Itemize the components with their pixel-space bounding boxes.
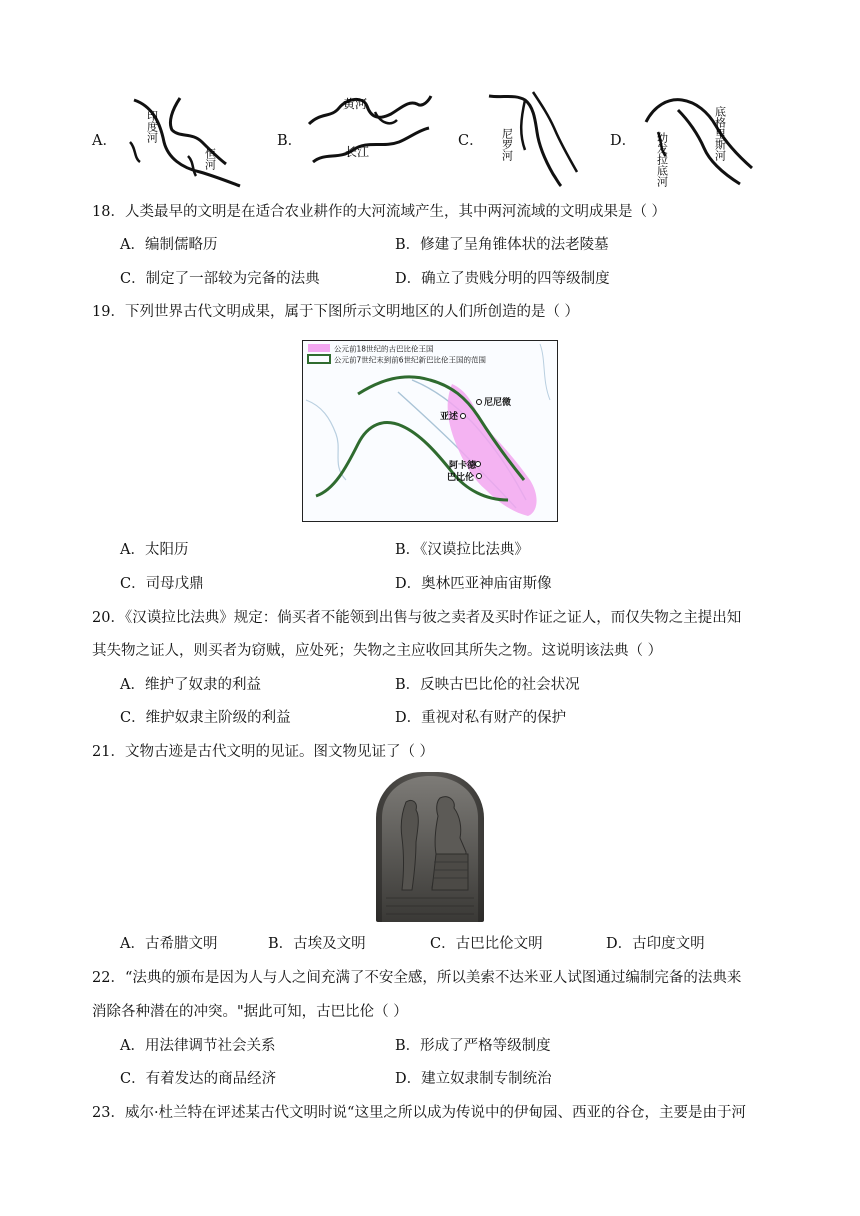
q20-option-c[interactable]: C．维护奴隶主阶级的利益 bbox=[120, 710, 291, 726]
q22-option-c[interactable]: C．有着发达的商品经济 bbox=[120, 1071, 277, 1087]
q18-option-a[interactable]: A．编制儒略历 bbox=[120, 237, 218, 253]
q22-option-d[interactable]: D．建立奴隶制专制统治 bbox=[395, 1071, 552, 1087]
q21-option-c[interactable]: C．古巴比伦文明 bbox=[430, 936, 543, 952]
babylon-map bbox=[302, 340, 558, 522]
option-b-letter: B． bbox=[277, 133, 303, 149]
q19-stem: 19．下列世界古代文明成果，属于下图所示文明地区的人们所创造的是（ ） bbox=[92, 304, 580, 320]
hammurabi-stele-photo bbox=[376, 772, 484, 922]
q18-option-d[interactable]: D．确立了贵贱分明的四等级制度 bbox=[395, 271, 610, 287]
q21-option-d[interactable]: D．古印度文明 bbox=[606, 936, 705, 952]
q18-stem: 18．人类最早的文明是在适合农业耕作的大河流域产生，其中两河流域的文明成果是（ ） bbox=[92, 204, 667, 220]
indus-ganges-map bbox=[122, 92, 246, 190]
q20-stem-line1: 20．《汉谟拉比法典》规定：倘买者不能领到出售与彼之卖者及买时作证之证人，而仅失物之主提出知 bbox=[92, 610, 742, 626]
q22-option-b[interactable]: B．形成了严格等级制度 bbox=[395, 1038, 551, 1054]
yellow-yangtze-map bbox=[305, 90, 435, 170]
q19-option-b[interactable]: B．《汉谟拉比法典》 bbox=[395, 542, 529, 558]
q20-option-b[interactable]: B．反映古巴比伦的社会状况 bbox=[395, 677, 580, 693]
euphrates-label: 幼发拉底河 bbox=[655, 132, 669, 187]
indus-label: 印度河 bbox=[145, 110, 159, 143]
q21-option-a[interactable]: A．古希腊文明 bbox=[120, 936, 218, 952]
q20-option-a[interactable]: A．维护了奴隶的利益 bbox=[120, 677, 261, 693]
ganges-label: 恒河 bbox=[203, 148, 217, 170]
legend-neo-babylon: 公元前7世纪末到前6世纪新巴比伦王国的范围 bbox=[334, 355, 487, 365]
legend-old-babylon: 公元前18世纪的古巴比伦王国 bbox=[334, 344, 434, 354]
q18-option-c[interactable]: C．制定了一部较为完备的法典 bbox=[120, 271, 320, 287]
q19-option-c[interactable]: C．司母戊鼎 bbox=[120, 576, 204, 592]
q21-stem: 21．文物古迹是古代文明的见证。图文物见证了（ ） bbox=[92, 744, 435, 760]
yangtze-label: 长江 bbox=[345, 145, 370, 159]
q22-option-a[interactable]: A．用法律调节社会关系 bbox=[120, 1038, 276, 1054]
option-d-letter: D． bbox=[610, 133, 637, 149]
nile-label: 尼罗河 bbox=[500, 128, 514, 161]
q19-option-a[interactable]: A．太阳历 bbox=[120, 542, 189, 558]
option-a-letter: A． bbox=[92, 133, 117, 149]
city-nineveh: 尼尼微 bbox=[484, 398, 512, 408]
tigris-label: 底格里斯河 bbox=[713, 106, 727, 161]
option-c-letter: C． bbox=[458, 133, 484, 149]
yellow-river-label: 黄河 bbox=[343, 97, 368, 111]
q21-option-b[interactable]: B．古埃及文明 bbox=[268, 936, 366, 952]
city-babylon: 巴比伦 bbox=[447, 473, 475, 483]
q23-stem-line1: 23．威尔·杜兰特在评述某古代文明时说“这里之所以成为传说中的伊甸园、西亚的谷仓，主要是由于河 bbox=[92, 1105, 746, 1121]
city-assur: 亚述 bbox=[440, 412, 459, 422]
q22-stem-line1: 22．“法典的颁布是因为人与人之间充满了不安全感，所以美索不达米亚人试图通过编制完备的法典来 bbox=[92, 970, 742, 986]
q20-stem-line2: 其失物之证人，则买者为窃贼，应处死；失物之主应收回其所失之物。这说明该法典（ ） bbox=[92, 643, 663, 659]
q19-option-d[interactable]: D．奥林匹亚神庙宙斯像 bbox=[395, 576, 552, 592]
tigris-euphrates-map bbox=[640, 92, 760, 190]
q22-stem-line2: 消除各种潜在的冲突。"据此可知，古巴比伦（ ） bbox=[92, 1004, 408, 1020]
q18-option-b[interactable]: B．修建了呈角锥体状的法老陵墓 bbox=[395, 237, 609, 253]
q20-option-d[interactable]: D．重视对私有财产的保护 bbox=[395, 710, 567, 726]
city-akkad: 阿卡德 bbox=[449, 461, 477, 471]
nile-map bbox=[485, 88, 585, 188]
